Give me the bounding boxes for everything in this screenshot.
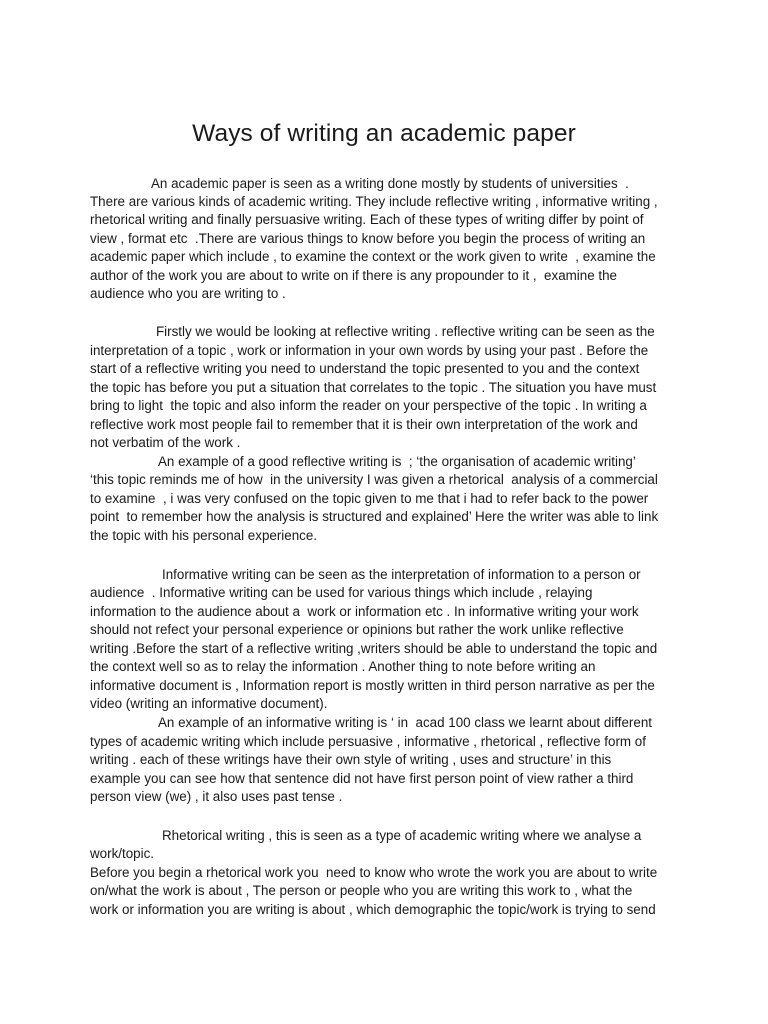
text-line: academic paper which include , to examine the context or the work given to write , examine the [90, 249, 656, 264]
text-line: to examine , i was very confused on the topic given to me that i had to refer back to the power [90, 491, 649, 506]
text-line: should not refect your personal experience or opinions but rather the work unlike reflective [90, 622, 624, 637]
text-line: information to the audience about a work or information etc . In informative writing your work [90, 604, 639, 619]
text-line: the context well so as to relay the information . Another thing to note before writing an [90, 659, 596, 674]
text-line: work or information you are writing is about , which demographic the topic/work is trying to send [90, 902, 656, 917]
text-line: person view (we) , it also uses past tense . [90, 789, 343, 804]
text-line: audience who you are writing to . [90, 286, 286, 301]
text-line: view , format etc .There are various things to know before you begin the process of writing an [90, 231, 646, 246]
text-line: Rhetorical writing , this is seen as a type of academic writing where we analyse a [162, 828, 642, 843]
text-line: start of a reflective writing you need to understand the topic presented to you and the context [90, 361, 640, 376]
text-line: An example of an informative writing is ‘ in acad 100 class we learnt about different [158, 715, 652, 730]
text-line: bring to light the topic and also inform the reader on your perspective of the topic . In writing a [90, 398, 647, 413]
text-line: interpretation of a topic , work or information in your own words by using your past . Before the [90, 343, 649, 358]
text-line: on/what the work is about , The person or people who you are writing this work to , what the [90, 883, 633, 898]
text-line: informative document is , Information report is mostly written in third person narrative as per the [90, 678, 655, 693]
text-line: point to remember how the analysis is structured and explained’ Here the writer was able to link [90, 509, 659, 524]
text-line: reflective work most people fail to remember that it is their own interpretation of the work and [90, 417, 638, 432]
text-line: writing .Before the start of a reflective writing ,writers should be able to understand the topic and [90, 641, 658, 656]
text-line: There are various kinds of academic writing. They include reflective writing , informative writing , [90, 194, 658, 209]
text-line: An example of a good reflective writing is ; ‘the organisation of academic writing’ [158, 454, 636, 469]
text-line: Informative writing can be seen as the interpretation of information to a person or [162, 567, 641, 582]
document-title: Ways of writing an academic paper [192, 120, 576, 147]
text-line: work/topic. [90, 846, 154, 861]
text-line: author of the work you are about to write on if there is any propounder to it , examine the [90, 268, 618, 283]
text-line: not verbatim of the work . [90, 435, 241, 450]
text-line: the topic has before you put a situation that correlates to the topic . The situation you have must [90, 380, 657, 395]
text-line: video (writing an informative document). [90, 696, 328, 711]
text-line: the topic with his personal experience. [90, 528, 318, 543]
text-line: example you can see how that sentence did not have first person point of view rather a third [90, 771, 634, 786]
text-line: An academic paper is seen as a writing done mostly by students of universities . [151, 176, 629, 191]
text-line: Before you begin a rhetorical work you need to know who wrote the work you are about to write [90, 865, 658, 880]
text-line: rhetorical writing and finally persuasive writing. Each of these types of writing differ by point of [90, 212, 644, 227]
text-line: types of academic writing which include persuasive , informative , rhetorical , reflective form of [90, 734, 646, 749]
text-line: ‘this topic reminds me of how in the university I was given a rhetorical analysis of a commercial [90, 472, 658, 487]
text-line: audience . Informative writing can be used for various things which include , relaying [90, 585, 593, 600]
text-line: Firstly we would be looking at reflective writing . reflective writing can be seen as the [156, 324, 655, 339]
text-line: writing . each of these writings have their own style of writing , uses and structure’ in this [90, 752, 612, 767]
